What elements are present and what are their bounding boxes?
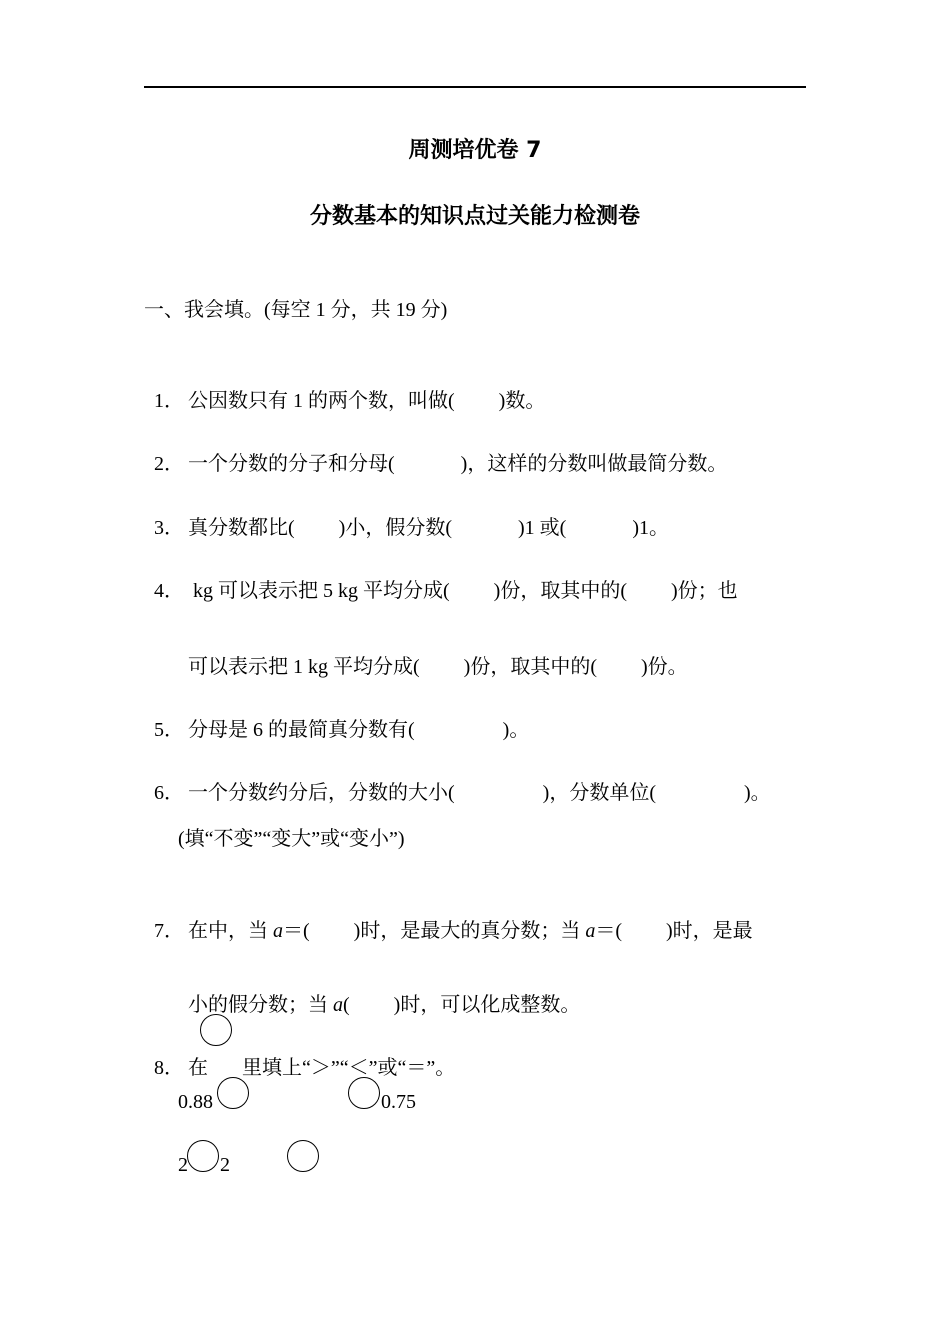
variable-a: a [273, 920, 283, 942]
question-number: 7． [154, 920, 184, 942]
question-text: 小的假分数；当 [188, 994, 333, 1016]
question-text: kg 可以表示把 5 kg 平均分成( [188, 580, 450, 602]
variable-a: a [585, 920, 596, 942]
variable-a: a [333, 994, 343, 1016]
question-text: ＝( [595, 920, 623, 942]
question-number: 4． [154, 580, 184, 602]
question-text: 分母是 6 的最简真分数有( [188, 719, 415, 741]
comparison-3-right: 2 [220, 1154, 230, 1176]
question-4-continuation [178, 625, 688, 681]
question-3 [144, 486, 669, 542]
question-text: )份。 [641, 656, 688, 678]
question-1 [144, 359, 545, 415]
question-text: )时，可以化成整数。 [393, 994, 581, 1016]
circle-icon [200, 1014, 232, 1046]
question-text: 一个分数约分后，分数的大小( [188, 782, 455, 804]
comparison-1-left: 0.88 [178, 1091, 213, 1113]
question-7 [144, 889, 753, 945]
question-7-continuation [178, 963, 580, 1019]
question-5 [144, 688, 529, 744]
question-text: )1 或( [518, 517, 567, 539]
question-text: )时，是最大的真分数；当 [353, 920, 586, 942]
question-text: )，这样的分数叫做最简分数。 [460, 453, 728, 475]
question-text: )份；也 [671, 580, 738, 602]
question-text: )，分数单位( [542, 782, 656, 804]
question-2 [144, 422, 727, 478]
question-number: 5． [154, 719, 184, 741]
question-text: 里填上“＞”“＜”或“＝”。 [242, 1057, 456, 1079]
comparison-2-right: 0.75 [381, 1091, 416, 1113]
question-number: 1． [154, 390, 184, 412]
question-number: 2． [154, 453, 184, 475]
section-heading: 一、我会填。(每空 1 分，共 19 分) [144, 299, 448, 321]
comparison-4-circle[interactable] [287, 1140, 319, 1172]
question-text: )。 [744, 782, 771, 804]
header-rule [144, 86, 806, 88]
comparison-3-circle[interactable] [187, 1140, 219, 1172]
comparison-2-circle[interactable] [348, 1077, 380, 1109]
document-subtitle: 分数基本的知识点过关能力检测卷 [309, 204, 640, 229]
question-text: ( [343, 994, 350, 1016]
question-text: ＝( [283, 920, 310, 942]
question-6-hint: (填“不变”“变大”或“变小”) [178, 828, 405, 850]
question-8 [144, 1026, 455, 1082]
question-text: )。 [502, 719, 530, 741]
question-text: 在 [188, 1057, 208, 1079]
question-text: 公因数只有 1 的两个数，叫做( [188, 390, 455, 412]
question-text: )1。 [632, 517, 669, 539]
question-text: 真分数都比( [188, 517, 295, 539]
question-text: 在中，当 [188, 920, 273, 942]
document-title: 周测培优卷 7 [408, 138, 542, 163]
question-text: )小，假分数( [338, 517, 452, 539]
question-number: 8． [154, 1057, 184, 1079]
comparison-1-circle[interactable] [217, 1077, 249, 1109]
question-text: )份，取其中的( [463, 656, 597, 678]
comparison-3-left: 2 [178, 1154, 188, 1176]
question-6 [144, 751, 771, 807]
question-text: )数。 [498, 390, 546, 412]
question-number: 3． [154, 517, 184, 539]
question-text: 一个分数的分子和分母( [188, 453, 395, 475]
question-text: )时，是最 [666, 920, 753, 942]
question-text: 可以表示把 1 kg 平均分成( [188, 656, 420, 678]
question-4 [144, 549, 738, 605]
question-number: 6． [154, 782, 184, 804]
question-text: )份，取其中的( [493, 580, 627, 602]
